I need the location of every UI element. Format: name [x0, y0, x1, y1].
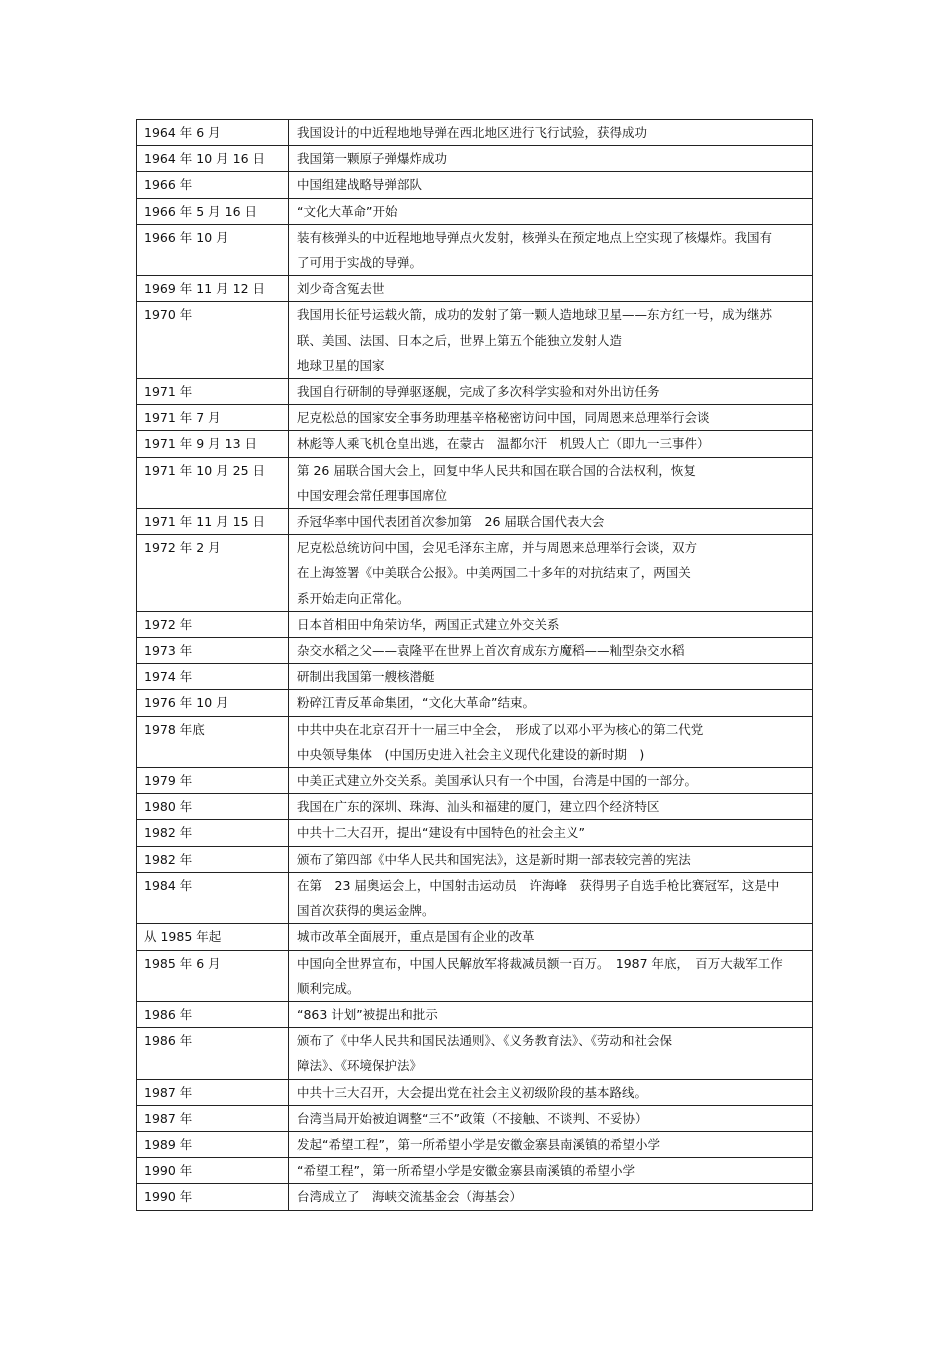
table-row — [137, 846, 813, 872]
event-cell: 在第 23 届奥运会上，中国射击运动员 许海峰 获得男子自选手枪比赛冠军，这是中国首次获得的奥运金牌。 — [289, 872, 813, 923]
timeline-table-body — [137, 120, 813, 1211]
event-cell: “863 计划”被提出和批示 — [289, 1001, 813, 1027]
date-cell: 1970 年 — [137, 302, 289, 379]
table-row — [137, 198, 813, 224]
table-row — [137, 950, 813, 1001]
table-row — [137, 690, 813, 716]
event-cell: 我国设计的中近程地地导弹在西北地区进行飞行试验，获得成功 — [289, 120, 813, 146]
table-row — [137, 431, 813, 457]
date-cell: 1966 年 — [137, 172, 289, 198]
date-cell: 1984 年 — [137, 872, 289, 923]
event-cell: 台湾当局开始被迫调整“三不”政策（不接触、不谈判、不妥协） — [289, 1105, 813, 1131]
event-cell: 第 26 届联合国大会上，回复中华人民共和国在联合国的合法权利，恢复 中国安理会常任理事国席位 — [289, 457, 813, 508]
date-cell: 1971 年 11 月 15 日 — [137, 509, 289, 535]
date-cell: 1972 年 — [137, 611, 289, 637]
table-row — [137, 820, 813, 846]
date-cell: 1978 年底 — [137, 716, 289, 767]
event-cell: 我国第一颗原子弹爆炸成功 — [289, 146, 813, 172]
event-cell: 台湾成立了 海峡交流基金会（海基会） — [289, 1184, 813, 1210]
date-cell: 1986 年 — [137, 1001, 289, 1027]
date-cell: 1990 年 — [137, 1158, 289, 1184]
table-row — [137, 1158, 813, 1184]
table-row — [137, 276, 813, 302]
date-cell: 1964 年 10 月 16 日 — [137, 146, 289, 172]
date-cell: 1974 年 — [137, 664, 289, 690]
date-cell: 1985 年 6 月 — [137, 950, 289, 1001]
table-row — [137, 872, 813, 923]
timeline-table — [136, 119, 813, 1211]
event-cell: 发起“希望工程”，第一所希望小学是安徽金寨县南溪镇的希望小学 — [289, 1131, 813, 1157]
date-cell: 1987 年 — [137, 1079, 289, 1105]
table-row — [137, 379, 813, 405]
date-cell: 1966 年 5 月 16 日 — [137, 198, 289, 224]
date-cell: 1971 年 9 月 13 日 — [137, 431, 289, 457]
date-cell: 1971 年 7 月 — [137, 405, 289, 431]
event-cell: 杂交水稻之父——袁隆平在世界上首次育成东方魔稻——籼型杂交水稻 — [289, 638, 813, 664]
table-row — [137, 638, 813, 664]
event-cell: 日本首相田中角荣访华，两国正式建立外交关系 — [289, 611, 813, 637]
date-cell: 1987 年 — [137, 1105, 289, 1131]
table-row — [137, 1001, 813, 1027]
event-cell: 尼克松总统访问中国，会见毛泽东主席，并与周恩来总理举行会谈，双方 在上海签署《中美联合公报》。中美两国二十多年的对抗结束了，两国关 系开始走向正常化。 — [289, 535, 813, 612]
table-row — [137, 794, 813, 820]
table-row — [137, 120, 813, 146]
event-cell: 中国向全世界宣布，中国人民解放军将裁减员额一百万。 1987 年底， 百万大裁军工作顺利完成。 — [289, 950, 813, 1001]
event-cell: 林彪等人乘飞机仓皇出逃，在蒙古 温都尔汗 机毁人亡（即九一三事件） — [289, 431, 813, 457]
date-cell: 1971 年 — [137, 379, 289, 405]
table-row — [137, 1131, 813, 1157]
date-cell: 1990 年 — [137, 1184, 289, 1210]
table-row — [137, 716, 813, 767]
table-row — [137, 405, 813, 431]
event-cell: 我国用长征号运载火箭，成功的发射了第一颗人造地球卫星——东方红一号，成为继苏联、美国、法国、日本之后，世界上第五个能独立发射人造 地球卫星的国家 — [289, 302, 813, 379]
table-row — [137, 1105, 813, 1131]
table-row — [137, 535, 813, 612]
table-row — [137, 1028, 813, 1079]
event-cell: 中共十三大召开，大会提出党在社会主义初级阶段的基本路线。 — [289, 1079, 813, 1105]
event-cell: “文化大革命”开始 — [289, 198, 813, 224]
date-cell: 1982 年 — [137, 846, 289, 872]
event-cell: 颁布了第四部《中华人民共和国宪法》，这是新时期一部表较完善的宪法 — [289, 846, 813, 872]
event-cell: 中共十二大召开，提出“建设有中国特色的社会主义” — [289, 820, 813, 846]
date-cell: 1971 年 10 月 25 日 — [137, 457, 289, 508]
date-cell: 1986 年 — [137, 1028, 289, 1079]
event-cell: “希望工程”，第一所希望小学是安徽金寨县南溪镇的希望小学 — [289, 1158, 813, 1184]
event-cell: 城市改革全面展开，重点是国有企业的改革 — [289, 924, 813, 950]
event-cell: 刘少奇含冤去世 — [289, 276, 813, 302]
table-row — [137, 302, 813, 379]
table-row — [137, 924, 813, 950]
date-cell: 1966 年 10 月 — [137, 224, 289, 275]
table-row — [137, 1079, 813, 1105]
table-row — [137, 509, 813, 535]
event-cell: 尼克松总的国家安全事务助理基辛格秘密访问中国，同周恩来总理举行会谈 — [289, 405, 813, 431]
date-cell: 1973 年 — [137, 638, 289, 664]
event-cell: 我国在广东的深圳、珠海、汕头和福建的厦门，建立四个经济特区 — [289, 794, 813, 820]
table-row — [137, 1184, 813, 1210]
event-cell: 中共中央在北京召开十一届三中全会， 形成了以邓小平为核心的第二代党 中央领导集体 (中国历史进入社会主义现代化建设的新时期 ) — [289, 716, 813, 767]
event-cell: 研制出我国第一艘核潜艇 — [289, 664, 813, 690]
table-row — [137, 457, 813, 508]
date-cell: 1976 年 10 月 — [137, 690, 289, 716]
date-cell: 从 1985 年起 — [137, 924, 289, 950]
table-row — [137, 664, 813, 690]
event-cell: 颁布了《中华人民共和国民法通则》、《义务教育法》、《劳动和社会保 障法》、《环境保护法》 — [289, 1028, 813, 1079]
event-cell: 乔冠华率中国代表团首次参加第 26 届联合国代表大会 — [289, 509, 813, 535]
date-cell: 1979 年 — [137, 768, 289, 794]
table-row — [137, 224, 813, 275]
event-cell: 粉碎江青反革命集团，“文化大革命”结束。 — [289, 690, 813, 716]
event-cell: 中美正式建立外交关系。美国承认只有一个中国，台湾是中国的一部分。 — [289, 768, 813, 794]
date-cell: 1969 年 11 月 12 日 — [137, 276, 289, 302]
table-row — [137, 768, 813, 794]
event-cell: 装有核弹头的中近程地地导弹点火发射，核弹头在预定地点上空实现了核爆炸。我国有了可用于实战的导弹。 — [289, 224, 813, 275]
event-cell: 中国组建战略导弹部队 — [289, 172, 813, 198]
table-row — [137, 146, 813, 172]
date-cell: 1982 年 — [137, 820, 289, 846]
date-cell: 1989 年 — [137, 1131, 289, 1157]
date-cell: 1972 年 2 月 — [137, 535, 289, 612]
date-cell: 1964 年 6 月 — [137, 120, 289, 146]
date-cell: 1980 年 — [137, 794, 289, 820]
table-row — [137, 172, 813, 198]
table-row — [137, 611, 813, 637]
event-cell: 我国自行研制的导弹驱逐舰，完成了多次科学实验和对外出访任务 — [289, 379, 813, 405]
